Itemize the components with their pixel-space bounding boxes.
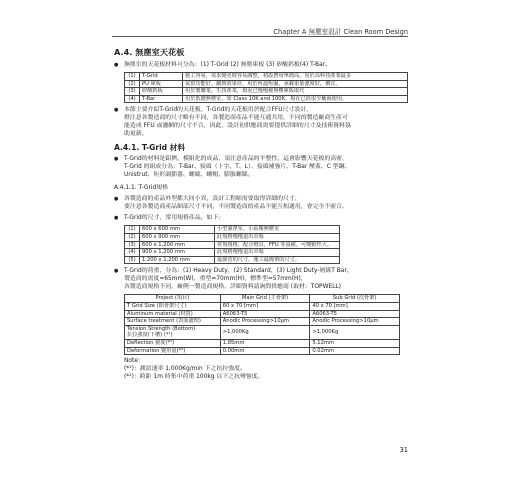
text-line: 要注意各製造商產品細部尺寸不同，不同製造商的產品不能互相通用，會完全不密合。 [124,204,348,211]
bullet-tgrid-intro [114,106,410,138]
table-row [125,339,400,347]
running-header: Chapter A 無塵室設計 Clean Room Design [273,28,408,36]
row-number: (4) [125,95,140,103]
table-row [125,318,400,326]
spec-label [125,318,221,326]
spec-label-line: Deformation 變形量(*²) [127,347,186,354]
sub-grid-value: Anodic Processing>10μm [310,318,400,326]
table-row [125,88,408,96]
ceiling-type-description: 氣密功能好，細熱效果佳，用於恆溫恆濕，承載重量強度好，價宜。 [183,80,408,88]
row-number: (1) [125,226,140,234]
table-row [125,95,408,103]
table-row [125,325,400,339]
text-line: ● T-Grid的荷重，分為：(1) Heavy Duty，(2) Standard，(3) Light Duty-層級T Bar， [124,268,353,275]
header-rule [112,36,408,37]
bullet-manufacturer-note [114,195,410,211]
table-row [125,310,400,318]
table-row [125,80,408,88]
table-row [125,249,340,257]
spec-title: A.4.1.1. T-Grid規格 [114,185,169,192]
note-1: (*¹)：測試速率 1,000Kg/min 下之抗拉強度。 [124,366,246,373]
row-number: (2) [125,233,140,241]
spec-label-line: Deflection 撓度(*²) [127,339,175,346]
column-header: Main Grid (主骨架) [220,295,310,303]
ceiling-types-table [124,72,408,103]
page-content [114,46,410,381]
sizes-table [124,225,340,264]
spec-label-line: Tension Strength (Bottom) [127,325,196,332]
main-grid-value: 60 x 70 [mm] [220,302,310,310]
text-line: Unistrut、矩形調節器、螺絲、螺帽、膨脹螺絲。 [124,172,254,179]
grid-size-description: 常規規格，配合燈具，FFU 等設備，可變動性大。 [215,241,340,249]
ceiling-type-name: PU 庫板 [140,80,183,88]
text-line: ● 各製造商的產品外型都大同小異，設計工程師需要取得詳細的尺寸， [124,196,301,203]
ceiling-type-name: 矽酸鈣板 [140,88,183,96]
spec-label [125,310,221,318]
text-line: ● 本節主要介紹T-Grid的天花板，T-Grid的天花板用於配合FFU尺寸設計， [124,107,312,114]
ceiling-type-description: 用於製藥業，生技產業，現況已慢慢被無塵庫板取代 [183,88,408,96]
ceiling-type-name: T-Bar [140,95,183,103]
row-number: (3) [125,88,140,96]
grid-size-description: 此規格慢慢退出市場 [215,249,340,257]
spec-label-line: T Grid Size (鋁骨架尺寸) [127,302,187,309]
grid-size-description: 最節省的尺寸，施工最簡單的尺寸。 [215,256,340,264]
table-row [125,302,400,310]
row-number: (2) [125,80,140,88]
grid-size: 900 x 1,200 mm [140,249,215,257]
text-line: 製造商的需度=65mm(W)，重型=70mm(H)，標準型=57mm(H)， [124,276,307,283]
ceiling-type-name: T-Grid [140,73,183,81]
sub-grid-value: 0.02mm [310,347,400,355]
spec-label [125,302,221,310]
table-row [125,256,340,264]
sub-grid-value: A6063-T5 [310,310,400,318]
table-row [125,241,340,249]
bullet-load-rating [114,267,410,291]
bullet-ceiling-types: ● 無塵室的天花板材料可分為：(1) T-Grid (2) 無塵庫板 (3) 矽酸鈣板(4) T-Bar。 [114,61,410,69]
sub-grid-value: >1,000Kg [310,325,400,339]
main-grid-value: A6063-T5 [220,310,310,318]
notes [124,357,410,381]
column-header: Sub Grid (次骨架) [310,295,400,303]
table-row [125,73,408,81]
ceiling-type-description: 施工容易，需求變更時容易調整，初設費用單價高，用於高科技產業最多 [183,73,408,81]
grid-size: 1,200 x 1,200 mm [140,256,215,264]
spec-label [125,347,221,355]
spec-label-line: Surface treatment (表面處理) [127,318,201,325]
column-header: Project (項目) [125,295,221,303]
main-grid-value: 0.00mm [220,347,310,355]
table-row [125,347,400,355]
bullet-sizes: ● T-Grid的尺寸，常用規格產品，如下： [114,214,410,222]
main-grid-value: 1.85mm [220,339,310,347]
row-number: (3) [125,241,140,249]
spec-label-line: Aluminum material (材質) [127,310,193,317]
text-line: 助更新。 [124,131,148,138]
grid-size: 600 x 600 mm [140,226,215,234]
text-line: ● T-Grid的材料是鋁擠，模組化的成品，須注意產品的平整性，這會影響天花板的高密， [124,156,348,163]
grid-size-description: 小型潔淨室，小區塊無塵室 [215,226,340,234]
text-line: T-Grid 的組成分為：T-Bar、接頭（十字、T、L）、接頭補強片、T-Bar 壓蓋、C 型鋼、 [124,164,351,171]
row-number: (4) [125,249,140,257]
spec-label [125,339,221,347]
page-number: 31 [399,446,408,454]
subsection-title: A.4.1. T-Grid 材料 [114,143,185,153]
text-line: 燈注意各製造商的尺寸略有不同，各製造商產品不能互通共用，不同的製造廠商生產可 [124,115,348,122]
note-2: (*²)：跨距 1m 時集中荷重 100kg 以下之抗彎強度。 [124,374,264,381]
table-row [125,226,340,234]
main-grid-value: Anodic Processing>10μm [220,318,310,326]
spec-label [125,325,221,339]
grid-size-description: 此規格慢慢退出市場 [215,233,340,241]
bullet-tgrid-material [114,155,410,179]
row-number: (1) [125,73,140,81]
grid-spec-table [124,294,400,355]
main-grid-value: >1,000Kg [220,325,310,339]
grid-size: 600 x 900 mm [140,233,215,241]
sub-grid-value: 40 x 70 [mm] [310,302,400,310]
sub-grid-value: 5.12mm [310,339,400,347]
text-line: 各製造商規格不同，廠例一製造商規格，詳細資料請詢問供應商 (取材：TOPWELL) [124,284,341,291]
section-title: A.4. 無塵室天花板 [114,47,185,57]
ceiling-type-description: 用於低階無塵室，如 Class 10K and 100K，現在已經很少廠商使用。 [183,95,408,103]
note-heading: Note： [124,358,144,365]
table-row [125,233,340,241]
text-line: 能造成 FFU 或濾網的尺寸不合，因此，設計初供應商需要提供詳細的尺寸及技術資料協 [124,123,351,130]
grid-size: 600 x 1,200 mm [140,241,215,249]
spec-label-line: 抗拉強度(下槽) (*¹) [127,332,173,339]
row-number: (5) [125,256,140,264]
